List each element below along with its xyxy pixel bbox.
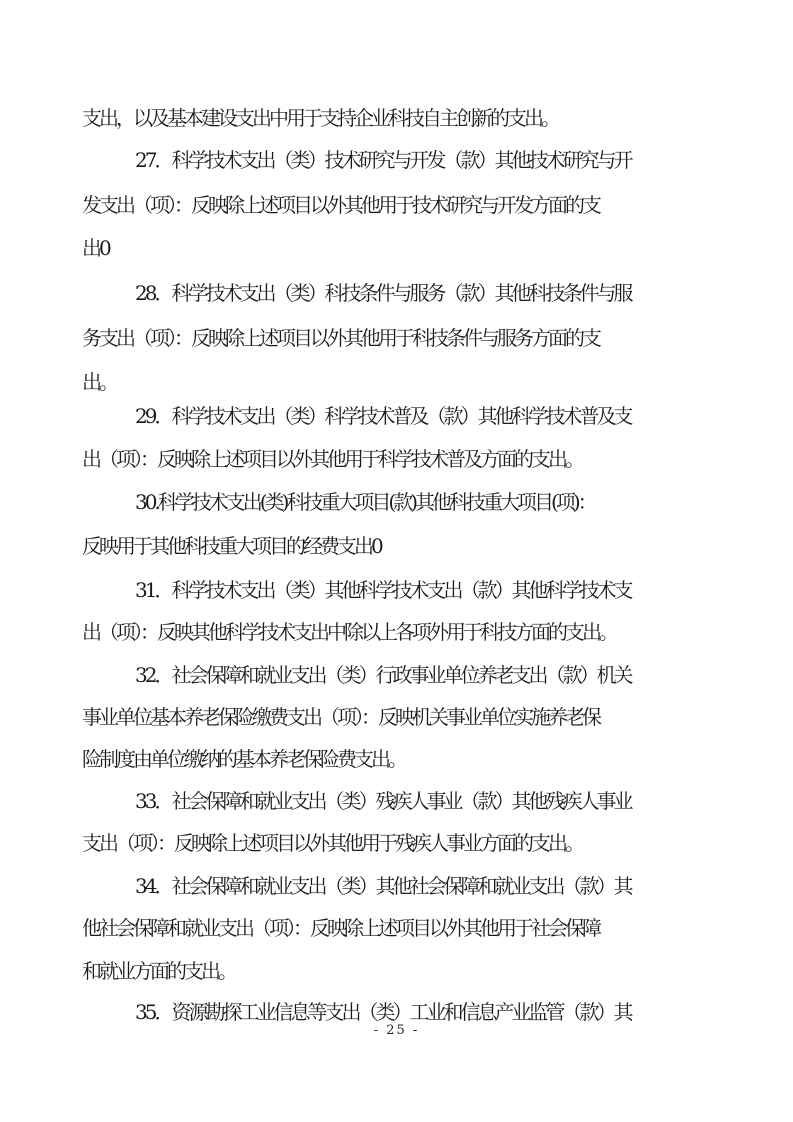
text-line: 出（项）：反映其他科学技术支出中除以上各项外用于科技方面的支出。 (82, 620, 616, 644)
text-line: 支出（项）：反映除上述项目以外其他用于残疾人事业方面的支出。 (82, 831, 582, 855)
text-line: 28．科学技术支出（类）科技条件与服务（款）其他科技条件与服 (135, 281, 631, 305)
text-line: 29．科学技术支出（类）科学技术普及（款）其他科学技术普及支 (135, 404, 631, 428)
text-line: 32．社会保障和就业支出（类）行政事业单位养老支出（款）机关 (135, 663, 631, 687)
text-line: 和就业方面的支出。 (82, 959, 235, 983)
text-line: 33．社会保障和就业支出（类）残疾人事业（款）其他残疾人事业 (135, 789, 631, 813)
text-line: 出。 (82, 370, 116, 394)
text-line: 事业单位基本养老保险缴费支出（项）：反映机关事业单位实施养老保 (82, 705, 599, 729)
text-line: 反映用于其他科技重大项目的经费支出0 (82, 534, 381, 558)
text-line: 险制度由单位缴纳的基本养老保险费支出。 (82, 747, 405, 771)
text-line: 31．科学技术支出（类）其他科学技术支出（款）其他科学技术支 (135, 578, 631, 602)
text-line: 34．社会保障和就业支出（类）其他社会保障和就业支出（款）其 (135, 874, 631, 898)
text-line: 发支出（项）：反映除上述项目以外其他用于技术研究与开发方面的支 (82, 193, 599, 217)
page-number: - 25 - (373, 1023, 420, 1038)
text-line: 出0 (82, 236, 109, 260)
text-line: 出（项）：反映除上述项目以外其他用于科学技术普及方面的支出。 (82, 447, 582, 471)
text-line: 30.科学技术支出(类)科技重大项目(款)其他科技重大项目(项)： (135, 490, 595, 514)
text-line: 务支出（项）：反映除上述项目以外其他用于科技条件与服务方面的支 (82, 326, 599, 350)
text-line: 他社会保障和就业支出（项）：反映除上述项目以外其他用于社会保障 (82, 916, 599, 940)
text-line: 支出，以及基本建设支出中用于支持企业科技自主创新的支出。 (82, 106, 558, 130)
text-line: 35．资源勘探工业信息等支出（类）工业和信息产业监管（款）其 (135, 1000, 631, 1024)
text-line: 27．科学技术支出（类）技术研究与开发（款）其他技术研究与开 (135, 148, 631, 172)
